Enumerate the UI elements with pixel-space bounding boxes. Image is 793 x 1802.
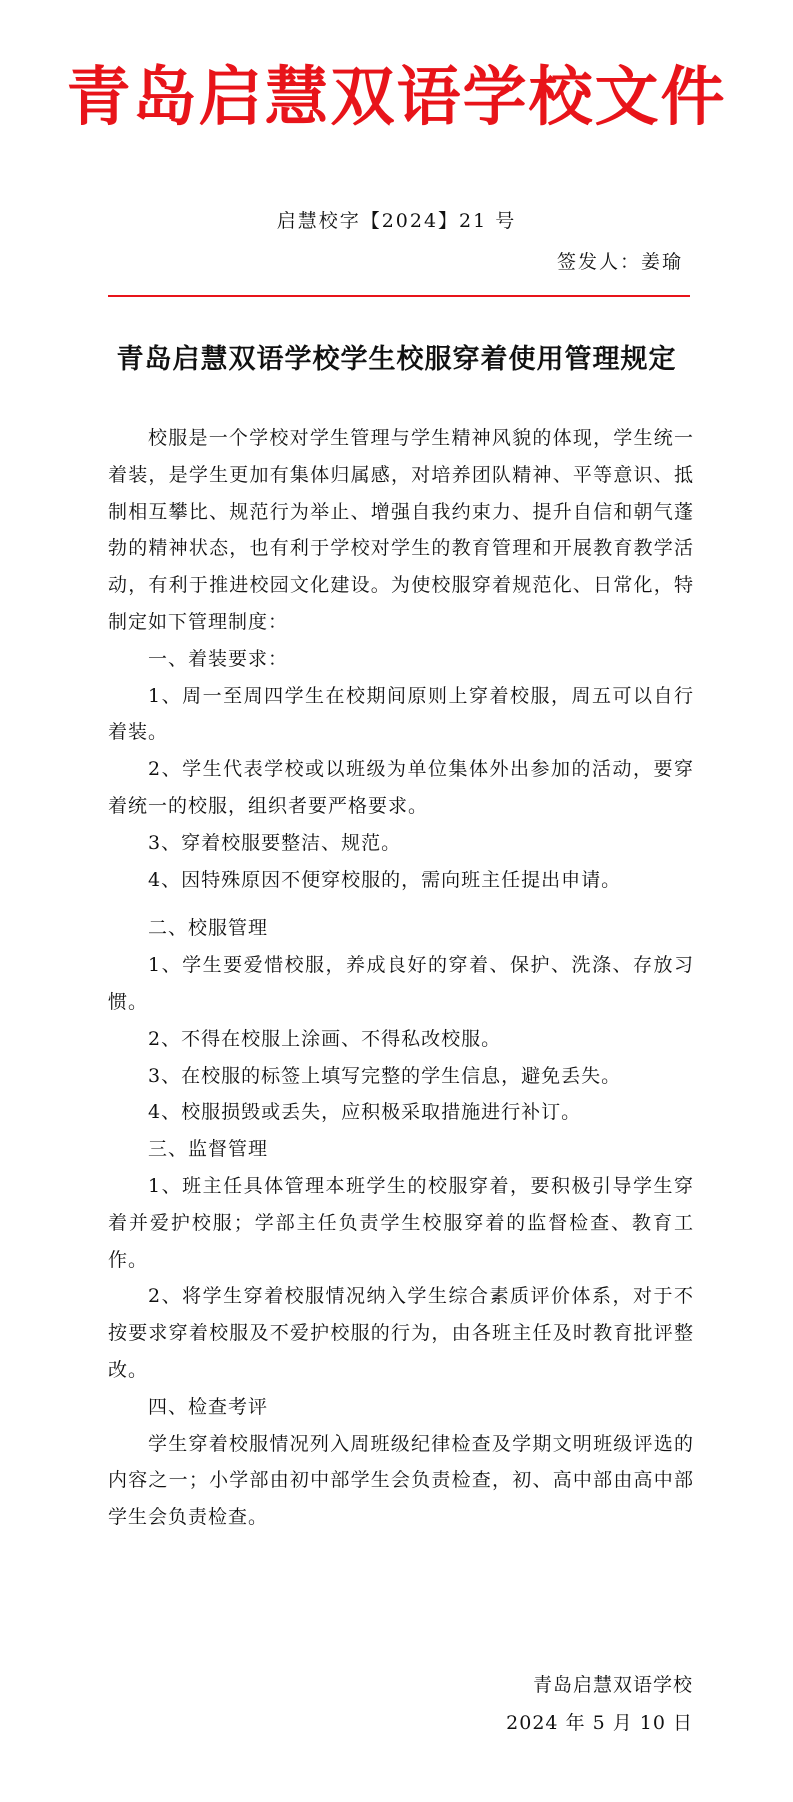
section-heading-uniform-management: 二、校服管理 xyxy=(148,917,269,940)
paragraph-item: 1、学生要爱惜校服，养成良好的穿着、保护、洗涤、存放习惯。 xyxy=(108,954,694,1013)
paragraph-item: 1、班主任具体管理本班学生的校服穿着，要积极引导学生穿着并爱护校服；学部主任负责学生校服穿着的监督检查、教育工作。 xyxy=(108,1174,694,1271)
paragraph-intro: 校服是一个学校对学生管理与学生精神风貌的体现，学生统一着装，是学生更加有集体归属感，对培养团队精神、平等意识、抵制相互攀比、规范行为举止、增强自我约束力、提升自信和朝气蓬勃的精神状态，也有利于学校对学生的教育管理和开展教育教学活动，有利于推进校园文化建设。为使校服穿着规范化、日常化，特制定如下管理制度： xyxy=(108,427,694,633)
document-body xyxy=(108,420,694,1536)
signature-date: 2024 年 5 月 10 日 xyxy=(506,1712,693,1734)
document-title: 青岛启慧双语学校学生校服穿着使用管理规定 xyxy=(116,344,677,375)
section-heading-inspection: 四、检查考评 xyxy=(148,1395,269,1418)
red-divider-line xyxy=(108,295,690,297)
paragraph-item: 4、因特殊原因不便穿校服的，需向班主任提出申请。 xyxy=(148,868,622,891)
document-header-title: 青岛启慧双语学校文件 xyxy=(66,60,727,135)
paragraph-item: 2、将学生穿着校服情况纳入学生综合素质评价体系，对于不按要求穿着校服及不爱护校服的行为，由各班主任及时教育批评整改。 xyxy=(108,1285,694,1381)
issuer-line: 签发人：姜瑜 xyxy=(556,251,683,273)
paragraph-item: 1、周一至周四学生在校期间原则上穿着校服，周五可以自行着装。 xyxy=(108,684,694,744)
paragraph-item: 学生穿着校服情况列入周班级纪律检查及学期文明班级评选的内容之一；小学部由初中部学生会负责检查，初、高中部由高中部学生会负责检查。 xyxy=(108,1432,694,1529)
paragraph-item: 3、穿着校服要整洁、规范。 xyxy=(148,831,402,854)
paragraph-item: 4、校服损毁或丢失，应积极采取措施进行补订。 xyxy=(148,1101,582,1124)
paragraph-item: 2、不得在校服上涂画、不得私改校服。 xyxy=(148,1027,502,1050)
paragraph-item: 3、在校服的标签上填写完整的学生信息，避免丢失。 xyxy=(148,1064,622,1087)
section-heading-supervision: 三、监督管理 xyxy=(148,1138,269,1161)
section-heading-dress-requirements: 一、着装要求： xyxy=(148,647,289,670)
document-number: 启慧校字【2024】21 号 xyxy=(276,210,517,232)
paragraph-item: 2、学生代表学校或以班级为单位集体外出参加的活动，要穿着统一的校服，组织者要严格要求。 xyxy=(108,758,694,817)
signature-organization: 青岛启慧双语学校 xyxy=(532,1674,693,1696)
